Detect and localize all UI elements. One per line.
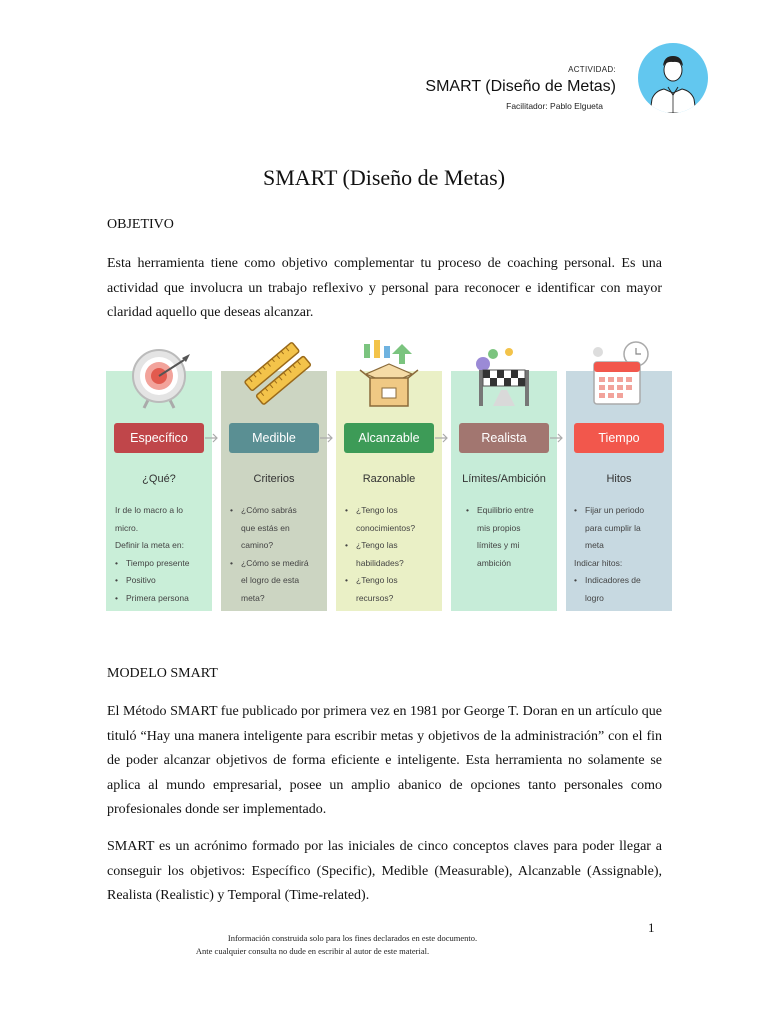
desc-line: para cumplir la bbox=[585, 522, 641, 533]
tiempo-subtitle: Hitos bbox=[606, 473, 632, 485]
calendar-clock-icon bbox=[584, 340, 654, 410]
section-heading-objetivo: OBJETIVO bbox=[107, 217, 174, 232]
alcanzable-description bbox=[345, 502, 445, 608]
desc-line: camino? bbox=[241, 540, 274, 551]
desc-line: meta? bbox=[241, 592, 265, 603]
ruler-icon bbox=[244, 340, 314, 410]
desc-line: mis propios bbox=[477, 522, 521, 533]
especifico-subtitle: ¿Qué? bbox=[142, 473, 176, 485]
desc-bullet: • ¿Tengo las bbox=[345, 537, 445, 555]
document-title: SMART (Diseño de Metas) bbox=[262, 165, 506, 190]
header-title: SMART (Diseño de Metas) bbox=[425, 78, 616, 95]
desc-bullet: • ¿Tengo los bbox=[345, 572, 445, 590]
desc-line: Ir de lo macro a lo bbox=[115, 505, 184, 515]
desc-bullet: • Indicadores de bbox=[574, 572, 674, 590]
desc-line: micro. bbox=[115, 522, 139, 533]
tiempo-button: Tiempo bbox=[574, 423, 664, 453]
facilitator-label: Facilitador: Pablo Elgueta bbox=[506, 101, 603, 111]
arrow-icon bbox=[550, 433, 564, 443]
desc-bullet: • Primera persona bbox=[115, 590, 215, 608]
smart-infographic bbox=[106, 340, 673, 615]
desc-line: el logro de esta bbox=[241, 575, 300, 586]
medible-button: Medible bbox=[229, 423, 319, 453]
especifico-description bbox=[115, 502, 215, 608]
modelo-paragraph-2: SMART es un acrónimo formado por las iniciales de cinco conceptos claves para poder llegar a conseguir los objetivos: Específico (Specific), Medible (Measurable), Alcanzable (Assignable), Realista (Realistic) y Temporal (Time-related). bbox=[107, 839, 662, 903]
desc-bullet: • Positivo bbox=[115, 572, 215, 590]
realista-button: Realista bbox=[459, 423, 549, 453]
footer-note-line-1: Información construida solo para los fines declarados en este documento. bbox=[227, 933, 478, 943]
footer-note-line-2: Ante cualquier consulta no dude en escribir al autor de este material. bbox=[195, 946, 430, 956]
objetivo-paragraph: Esta herramienta tiene como objetivo complementar tu proceso de coaching personal. Es una actividad que involucra un trabajo reflexivo y personal para reconocer e identificar con mayor claridad aquello que deseas alcanzar. bbox=[107, 256, 662, 320]
page-number: 1 bbox=[648, 920, 655, 935]
modelo-paragraph-1: El Método SMART fue publicado por primera vez en 1981 por George T. Doran en un artículo que tituló “Hay una manera inteligente para escribir metas y objetivos de la administración” con el fin de poder alcanzar objetivos de forma eficiente e inteligente. Esta herramienta no solamente se aplica al mundo empresarial, posee un amplio abanico de opciones tanto personales como profesionales donde ser implementado. bbox=[107, 704, 662, 817]
desc-bullet: • Tiempo presente bbox=[115, 555, 215, 573]
desc-bullet: • ¿Cómo se medirá bbox=[230, 555, 330, 573]
growth-box-icon bbox=[354, 340, 424, 410]
alcanzable-button: Alcanzable bbox=[344, 423, 434, 453]
tiempo-description bbox=[574, 502, 674, 608]
finish-line-icon bbox=[469, 340, 539, 410]
arrow-icon bbox=[320, 433, 334, 443]
arrow-icon bbox=[205, 433, 219, 443]
desc-line: recursos? bbox=[356, 592, 394, 603]
medible-subtitle: Criterios bbox=[253, 473, 295, 485]
desc-line: meta bbox=[585, 540, 604, 551]
alcanzable-subtitle: Razonable bbox=[362, 473, 416, 485]
avatar bbox=[638, 43, 708, 113]
desc-bullet: • Equilibrio entre bbox=[466, 502, 566, 520]
medible-description bbox=[230, 502, 330, 608]
desc-bullet: • Fijar un periodo bbox=[574, 502, 674, 520]
desc-line: Definir la meta en: bbox=[115, 540, 184, 551]
desc-line: logro bbox=[585, 592, 604, 603]
target-icon bbox=[124, 340, 194, 410]
section-heading-modelo-smart: MODELO SMART bbox=[107, 666, 218, 681]
realista-subtitle: Límites/Ambición bbox=[462, 473, 546, 485]
desc-line: ambición bbox=[477, 557, 512, 568]
arrow-icon bbox=[435, 433, 449, 443]
desc-bullet: • ¿Tengo los bbox=[345, 502, 445, 520]
especifico-button: Específico bbox=[114, 423, 204, 453]
activity-label: ACTIVIDAD: bbox=[568, 65, 616, 74]
desc-line: Indicar hitos: bbox=[574, 557, 623, 568]
desc-line: que estás en bbox=[241, 522, 290, 533]
desc-line: límites y mi bbox=[477, 540, 520, 551]
desc-line: habilidades? bbox=[356, 557, 404, 568]
desc-line: conocimientos? bbox=[356, 522, 416, 533]
realista-description bbox=[466, 502, 566, 572]
desc-bullet: • ¿Cómo sabrás bbox=[230, 502, 330, 520]
